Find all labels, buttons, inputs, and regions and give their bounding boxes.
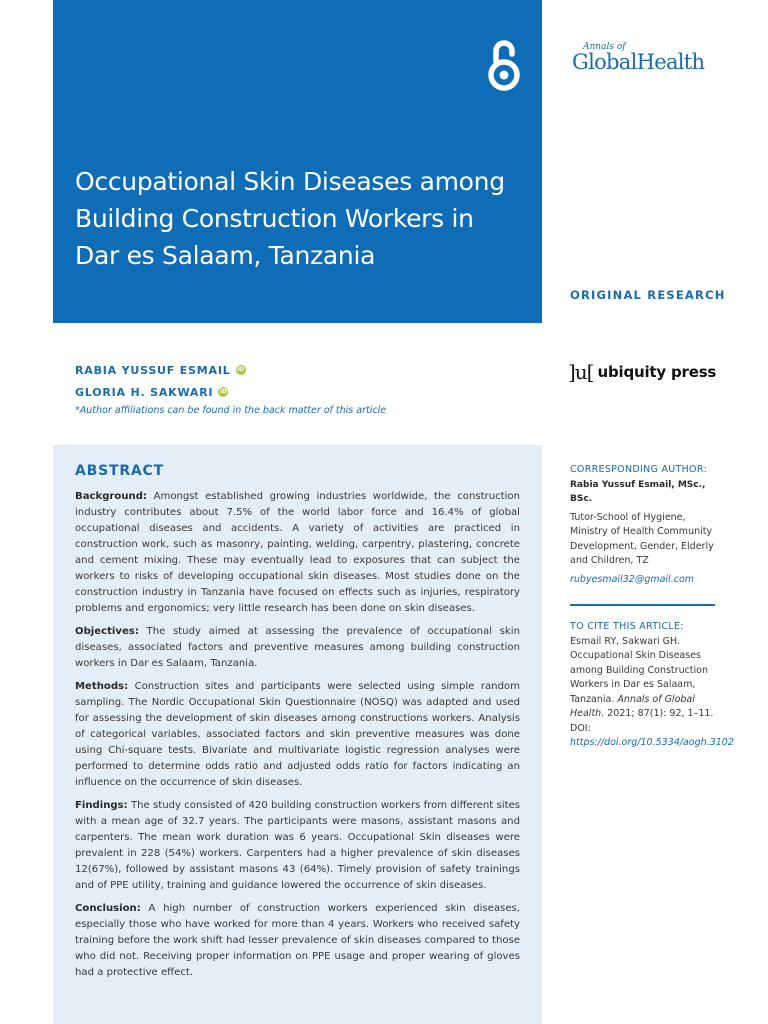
orcid-icon[interactable]: iD xyxy=(237,366,245,373)
journal-prefix: Annals of xyxy=(583,42,626,52)
open-access-lock-icon xyxy=(485,37,523,93)
abstract-label: Objectives: xyxy=(75,626,139,637)
publisher-logo xyxy=(568,360,716,384)
citation-details: 2021; 87(1): 92, 1–11. DOI: xyxy=(570,708,714,734)
journal-name: GlobalHealth xyxy=(572,50,705,74)
abstract-body xyxy=(75,489,520,988)
corresponding-email-link[interactable]: rubyesmail32@gmail.com xyxy=(570,573,695,585)
orcid-icon[interactable]: iD xyxy=(219,388,227,395)
doi-link[interactable]: https://doi.org/10.5334/aogh.3102 xyxy=(570,737,734,748)
abstract-heading: ABSTRACT xyxy=(75,463,164,479)
corresponding-name: Rabia Yussuf Esmail, MSc., BSc. xyxy=(570,479,706,504)
author-item xyxy=(75,359,386,381)
article-type: ORIGINAL RESEARCH xyxy=(570,288,726,302)
abstract-text: The study aimed at assessing the prevalence of occupational skin diseases, associated factors and preventive measures among building construction workers in Dar es Salaam, Tanzania. xyxy=(75,626,520,669)
publisher-name: ubiquity press xyxy=(597,363,717,381)
author-name[interactable]: GLORIA H. SAKWARI xyxy=(75,385,214,399)
author-item xyxy=(75,381,386,403)
abstract-label: Background: xyxy=(75,491,147,502)
abstract-text: Construction sites and participants were selected using simple random sampling. The Nordic Occupational Skin Questionnaire (NOSQ) was adapted and used for assessing the development of skin diseases among constructions workers. Analysis of categorical variables, associated factors and skin preventive measures was done using Chi-square tests. Bivariate and multivariate logistic regression analyses were performed to determine odds ratio and adjusted odds ratio for factors indicating an influence on the occurrence of skin diseases. xyxy=(75,681,520,788)
sidebar xyxy=(570,463,734,751)
abstract-label: Conclusion: xyxy=(75,903,141,914)
abstract-label: Methods: xyxy=(75,681,129,692)
cite-label: TO CITE THIS ARTICLE: xyxy=(570,621,684,632)
abstract-paragraph xyxy=(75,489,520,617)
abstract-text: A high number of construction workers experienced skin diseases, especially those who have worked for more than 4 years. Workers who received safety training before the work shift had lesser prevalence of skin diseases compared to those who did not. Receiving proper information on PPE usage and proper wearing of gloves had a protective effect. xyxy=(75,903,520,978)
abstract-text: The study consisted of 420 building construction workers from different sites with a mean age of 32.7 years. The participants were masons, assistant masons and carpenters. The mean work duration was 6 years. Occupational Skin diseases were prevalent in 228 (54%) workers. Carpenters had a higher prevalence of skin diseases 12(67%), followed by assistant masons 43 (64%). Timely provision of safety trainings and of PPE utility, training and guidance lowered the occurrence of skin diseases. xyxy=(75,800,520,891)
publisher-mark: ]u[ xyxy=(568,360,594,384)
sidebar-divider xyxy=(570,604,715,606)
article-title: Occupational Skin Diseases among Building Construction Workers in Dar es Salaam, Tanzania xyxy=(75,167,505,270)
citation xyxy=(570,635,734,751)
journal-logo xyxy=(572,42,732,74)
abstract-text: Amongst established growing industries worldwide, the construction industry contributes about 7.5% of the world labor force and 16.4% of global occupational diseases and accidents. A variety of activities are practiced in construction work, such as masonry, painting, welding, carpentry, plastering, concrete and cement mixing. These may eventually lead to exposures that can subject the workers to risks of developing occupational skin diseases. Most studies done on the construction industry in Tanzania have focused on effects such as injuries, respiratory problems and ergonomics; very little research has been done on skin diseases. xyxy=(75,491,520,614)
citation-text: Esmail RY, Sakwari GH. Occupational Skin Diseases among Building Construction Workers in Dar es Salaam, Tanzania. xyxy=(570,635,709,705)
title-banner xyxy=(53,0,542,323)
author-name[interactable]: RABIA YUSSUF ESMAIL xyxy=(75,363,231,377)
citation-journal: Annals of Global Health. xyxy=(570,693,695,719)
abstract-panel xyxy=(53,445,542,1024)
corresponding-label: CORRESPONDING AUTHOR: xyxy=(570,464,707,475)
abstract-paragraph xyxy=(75,901,520,981)
corresponding-affiliation: Tutor-School of Hygiene, Ministry of Health Community Development, Gender, Elderly and Children, TZ xyxy=(570,511,714,566)
affiliation-note: *Author affiliations can be found in the back matter of this article xyxy=(75,405,387,416)
abstract-paragraph xyxy=(75,798,520,894)
abstract-paragraph xyxy=(75,624,520,672)
abstract-paragraph xyxy=(75,679,520,791)
author-list xyxy=(75,359,386,416)
abstract-label: Findings: xyxy=(75,800,128,811)
